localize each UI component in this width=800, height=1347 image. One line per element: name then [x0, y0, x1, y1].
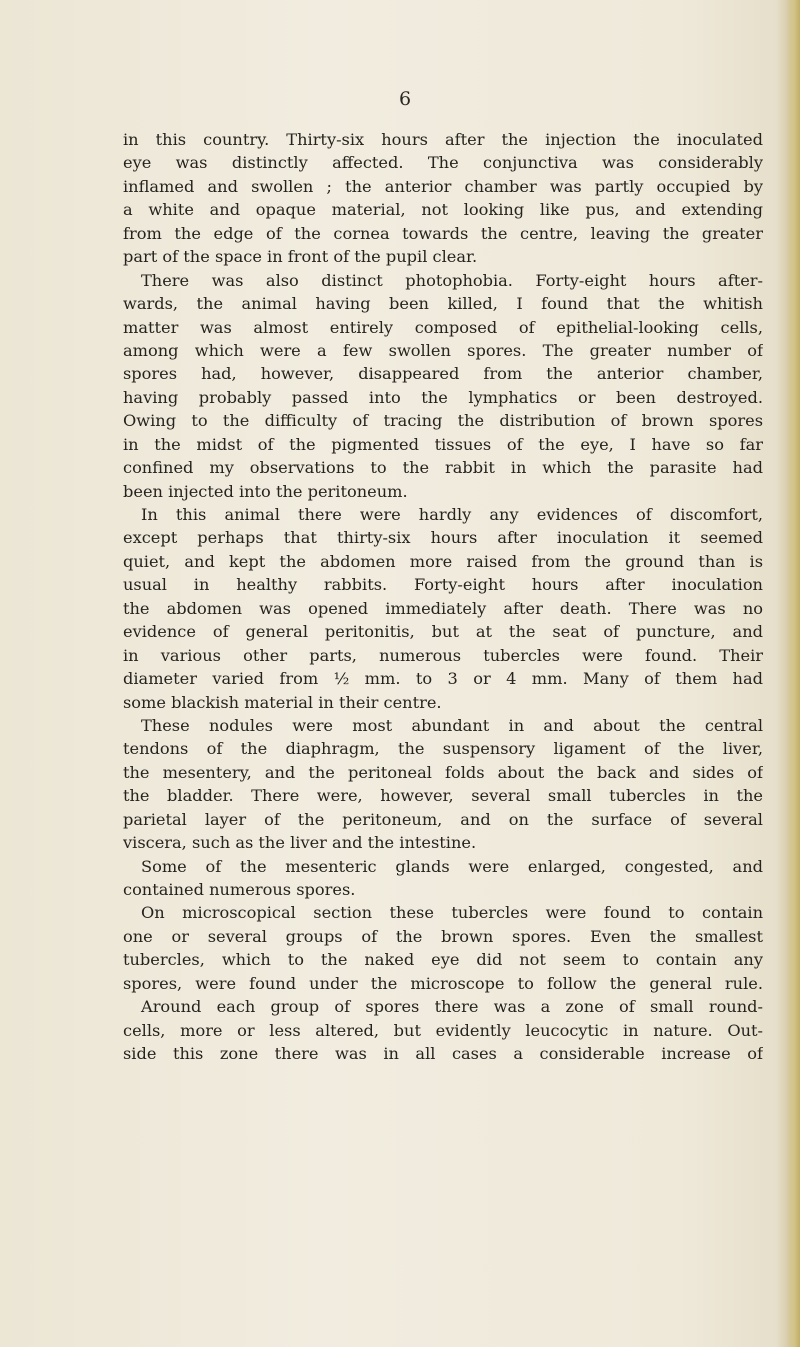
text-line: Owing to the difficulty of tracing the distribution of brown spores: [123, 411, 763, 431]
text-line: the mesentery, and the peritoneal folds about the back and sides of: [123, 762, 763, 782]
text-line: in this country. Thirty-six hours after the injection the inoculated: [123, 130, 763, 149]
text-line: evidence of general peritonitis, but at the seat of puncture, and: [123, 622, 763, 642]
text-line: in the midst of the pigmented tissues of the eye, I have so far: [123, 434, 763, 454]
text-line: side this zone there was in all cases a considerable increase of: [123, 1044, 763, 1064]
text-line: cells, more or less altered, but evidently leucocytic in nature. Out-: [123, 1020, 763, 1040]
body-text: [123, 128, 763, 1066]
text-line: In this animal there were hardly any evidences of discomfort,: [141, 505, 763, 524]
text-line: tubercles, which to the naked eye did not seem to contain any: [123, 950, 763, 970]
text-line: tendons of the diaphragm, the suspensory ligament of the liver,: [123, 739, 763, 759]
text-line: inflamed and swollen ; the anterior chamber was partly occupied by: [123, 176, 763, 196]
text-line: eye was distinctly affected. The conjunctiva was considerably: [123, 153, 763, 173]
text-line: On microscopical section these tubercles were found to contain: [141, 903, 763, 923]
text-line: part of the space in front of the pupil clear.: [123, 247, 478, 267]
page-number: 6: [398, 88, 412, 110]
text-line: from the edge of the cornea towards the centre, leaving the greater: [123, 223, 763, 243]
text-line: some blackish material in their centre.: [123, 692, 442, 712]
text-line: wards, the animal having been killed, I found that the whitish: [123, 294, 763, 314]
text-line: usual in healthy rabbits. Forty-eight hours after inoculation: [123, 575, 763, 595]
text-line: except perhaps that thirty-six hours after inoculation it seemed: [123, 528, 763, 548]
text-line: one or several groups of the brown spores. Even the smallest: [123, 926, 763, 946]
text-line: There was also distinct photophobia. Forty-eight hours after-: [141, 270, 763, 290]
text-line: Some of the mesenteric glands were enlarged, congested, and: [141, 856, 763, 876]
text-line: viscera, such as the liver and the intestine.: [123, 833, 477, 853]
text-line: spores had, however, disappeared from the anterior chamber,: [123, 364, 763, 384]
text-line: been injected into the peritoneum.: [123, 481, 408, 501]
text-line: Around each group of spores there was a zone of small round-: [141, 997, 763, 1017]
text-line: a white and opaque material, not looking like pus, and extending: [123, 200, 763, 220]
text-line: matter was almost entirely composed of epithelial-looking cells,: [123, 317, 763, 337]
text-line: spores, were found under the microscope to follow the general rule.: [123, 973, 763, 993]
text-line: These nodules were most abundant in and about the central: [141, 715, 763, 735]
text-line: the bladder. There were, however, several small tubercles in the: [123, 786, 763, 806]
text-line: contained numerous spores.: [123, 880, 356, 899]
text-line: diameter varied from ½ mm. to 3 or 4 mm. Many of them had: [123, 669, 763, 689]
text-line: parietal layer of the peritoneum, and on the surface of several: [123, 809, 763, 829]
text-line: having probably passed into the lymphatics or been destroyed.: [123, 387, 763, 407]
text-line: confined my observations to the rabbit in which the parasite had: [123, 458, 763, 478]
page-edge-stain: [786, 0, 800, 1347]
text-line: in various other parts, numerous tubercles were found. Their: [123, 645, 763, 665]
text-line: among which were a few swollen spores. The greater number of: [123, 340, 763, 360]
text-line: quiet, and kept the abdomen more raised from the ground than is: [123, 551, 763, 571]
text-line: the abdomen was opened immediately after death. There was no: [123, 598, 763, 618]
